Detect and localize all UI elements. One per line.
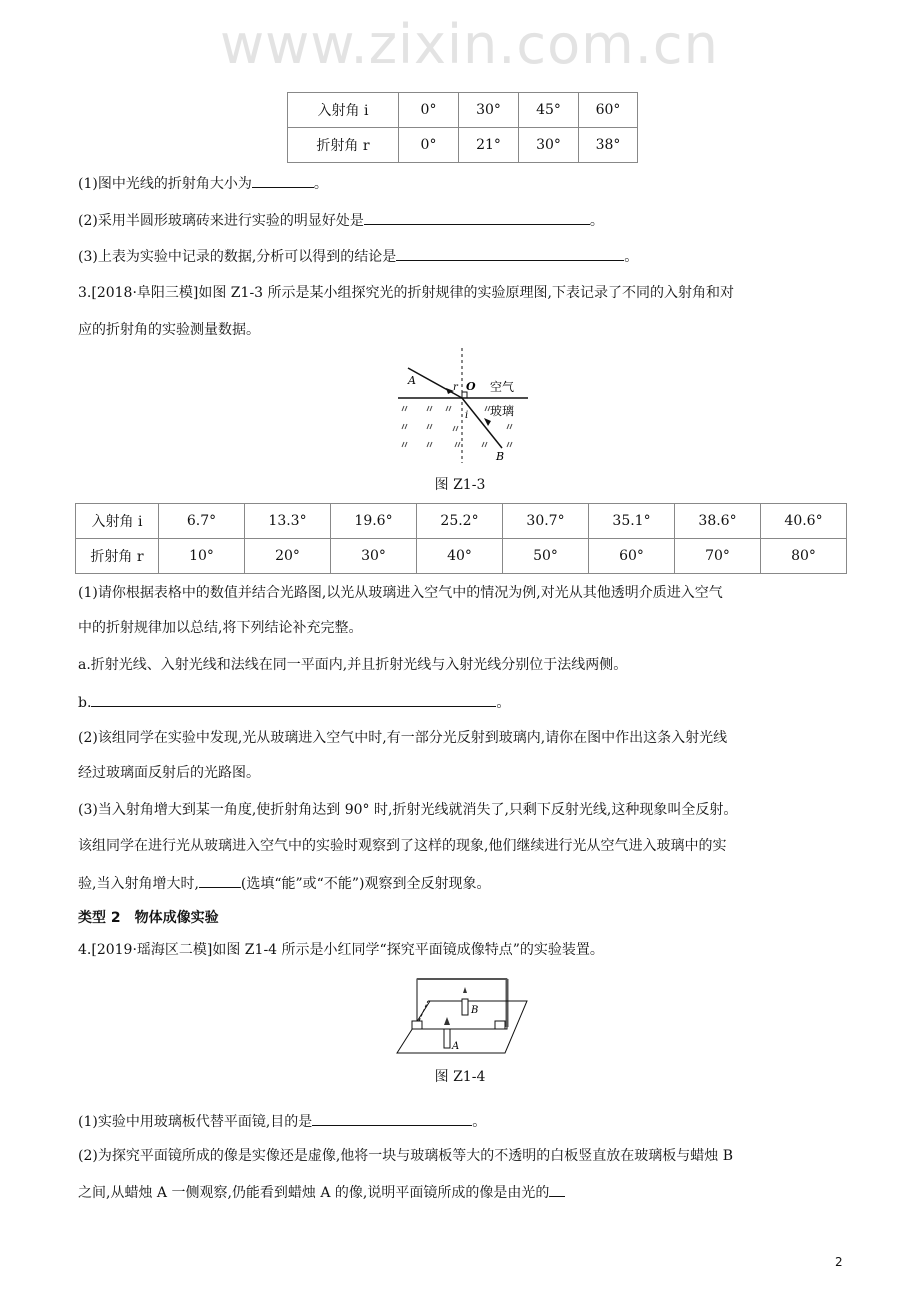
figure-caption: 图 Z1-3 xyxy=(434,477,486,493)
question-line: 之间,从蜡烛 A 一侧观察,仍能看到蜡烛 A 的像,说明平面镜所成的像是由光的 xyxy=(78,1182,565,1203)
paragraph-line: (2)该组同学在实验中发现,光从玻璃进入空气中时,有一部分光反射到玻璃内,请你在图中作出这条入射光线 xyxy=(78,730,728,746)
answer-blank[interactable] xyxy=(549,1182,565,1197)
label-a: A xyxy=(452,1041,460,1052)
question-line: (3)上表为实验中记录的数据,分析可以得到的结论是 。 xyxy=(78,246,638,267)
table-angles-2 xyxy=(75,503,847,574)
answer-blank[interactable] xyxy=(312,1111,472,1126)
answer-blank[interactable] xyxy=(364,210,590,225)
paragraph-line: 中的折射规律加以总结,将下列结论补充完整。 xyxy=(78,620,363,636)
paragraph-line: (2)为探究平面镜所成的像是实像还是虚像,他将一块与玻璃板等大的不透明的白板竖直放在玻璃板与蜡烛 B xyxy=(78,1148,734,1164)
question-4-stem: 4.[2019·瑶海区二模]如图 Z1-4 所示是小红同学“探究平面镜成像特点”的实验装置。 xyxy=(78,942,604,958)
answer-blank[interactable] xyxy=(91,692,496,707)
plane-mirror-diagram xyxy=(395,977,530,1055)
label-air: 空气 xyxy=(490,380,515,394)
table-row: 入射角 i 6.7° 13.3° 19.6° 25.2° 30.7° 35.1° 38.6° 40.6° xyxy=(76,504,847,539)
section-heading: 类型 2 物体成像实验 xyxy=(78,910,219,926)
refraction-diagram xyxy=(398,348,528,463)
page-number: 2 xyxy=(835,1255,843,1269)
question-line: b. 。 xyxy=(78,692,510,713)
answer-blank[interactable] xyxy=(252,173,314,188)
paragraph-line: (1)请你根据表格中的数值并结合光路图,以光从玻璃进入空气中的情况为例,对光从其他透明介质进入空气 xyxy=(78,585,723,601)
question-line: (2)采用半圆形玻璃砖来进行实验的明显好处是 。 xyxy=(78,210,604,231)
watermark: www.zixin.com.cn xyxy=(220,13,719,76)
label-o: O xyxy=(466,380,476,393)
label-b: B xyxy=(496,450,505,463)
table-row: 折射角 r 0° 21° 30° 38° xyxy=(288,128,638,163)
paragraph-line: (3)当入射角增大到某一角度,使折射角达到 90° 时,折射光线就消失了,只剩下反射光线,这种现象叫全反射。 xyxy=(78,802,738,818)
table-row: 折射角 r 10° 20° 30° 40° 50° 60° 70° 80° xyxy=(76,539,847,574)
label-i: i xyxy=(465,410,469,421)
label-r: r xyxy=(453,382,458,393)
paragraph-line: 经过玻璃面反射后的光路图。 xyxy=(78,765,260,781)
question-3-stem: 应的折射角的实验测量数据。 xyxy=(78,322,260,338)
answer-blank[interactable] xyxy=(199,873,241,888)
question-line: (1)图中光线的折射角大小为 。 xyxy=(78,173,328,194)
paragraph-line: 该组同学在进行光从玻璃进入空气中的实验时观察到了这样的现象,他们继续进行光从空气进入玻璃中的实 xyxy=(78,838,727,854)
label-glass: 玻璃 xyxy=(490,404,515,418)
paragraph-line: a.折射光线、入射光线和法线在同一平面内,并且折射光线与入射光线分别位于法线两侧。 xyxy=(78,657,628,673)
label-a: A xyxy=(408,374,416,387)
label-b: B xyxy=(471,1005,479,1016)
table-row: 入射角 i 0° 30° 45° 60° xyxy=(288,93,638,128)
question-line: (1)实验中用玻璃板代替平面镜,目的是 。 xyxy=(78,1111,486,1132)
question-line: 验,当入射角增大时, (选填“能”或“不能”)观察到全反射现象。 xyxy=(78,873,490,894)
answer-blank[interactable] xyxy=(396,246,624,261)
table-angles-1 xyxy=(287,92,638,163)
figure-caption: 图 Z1-4 xyxy=(434,1069,486,1085)
question-3-stem: 3.[2018·阜阳三模]如图 Z1-3 所示是某小组探究光的折射规律的实验原理图,下表记录了不同的入射角和对 xyxy=(78,285,734,301)
